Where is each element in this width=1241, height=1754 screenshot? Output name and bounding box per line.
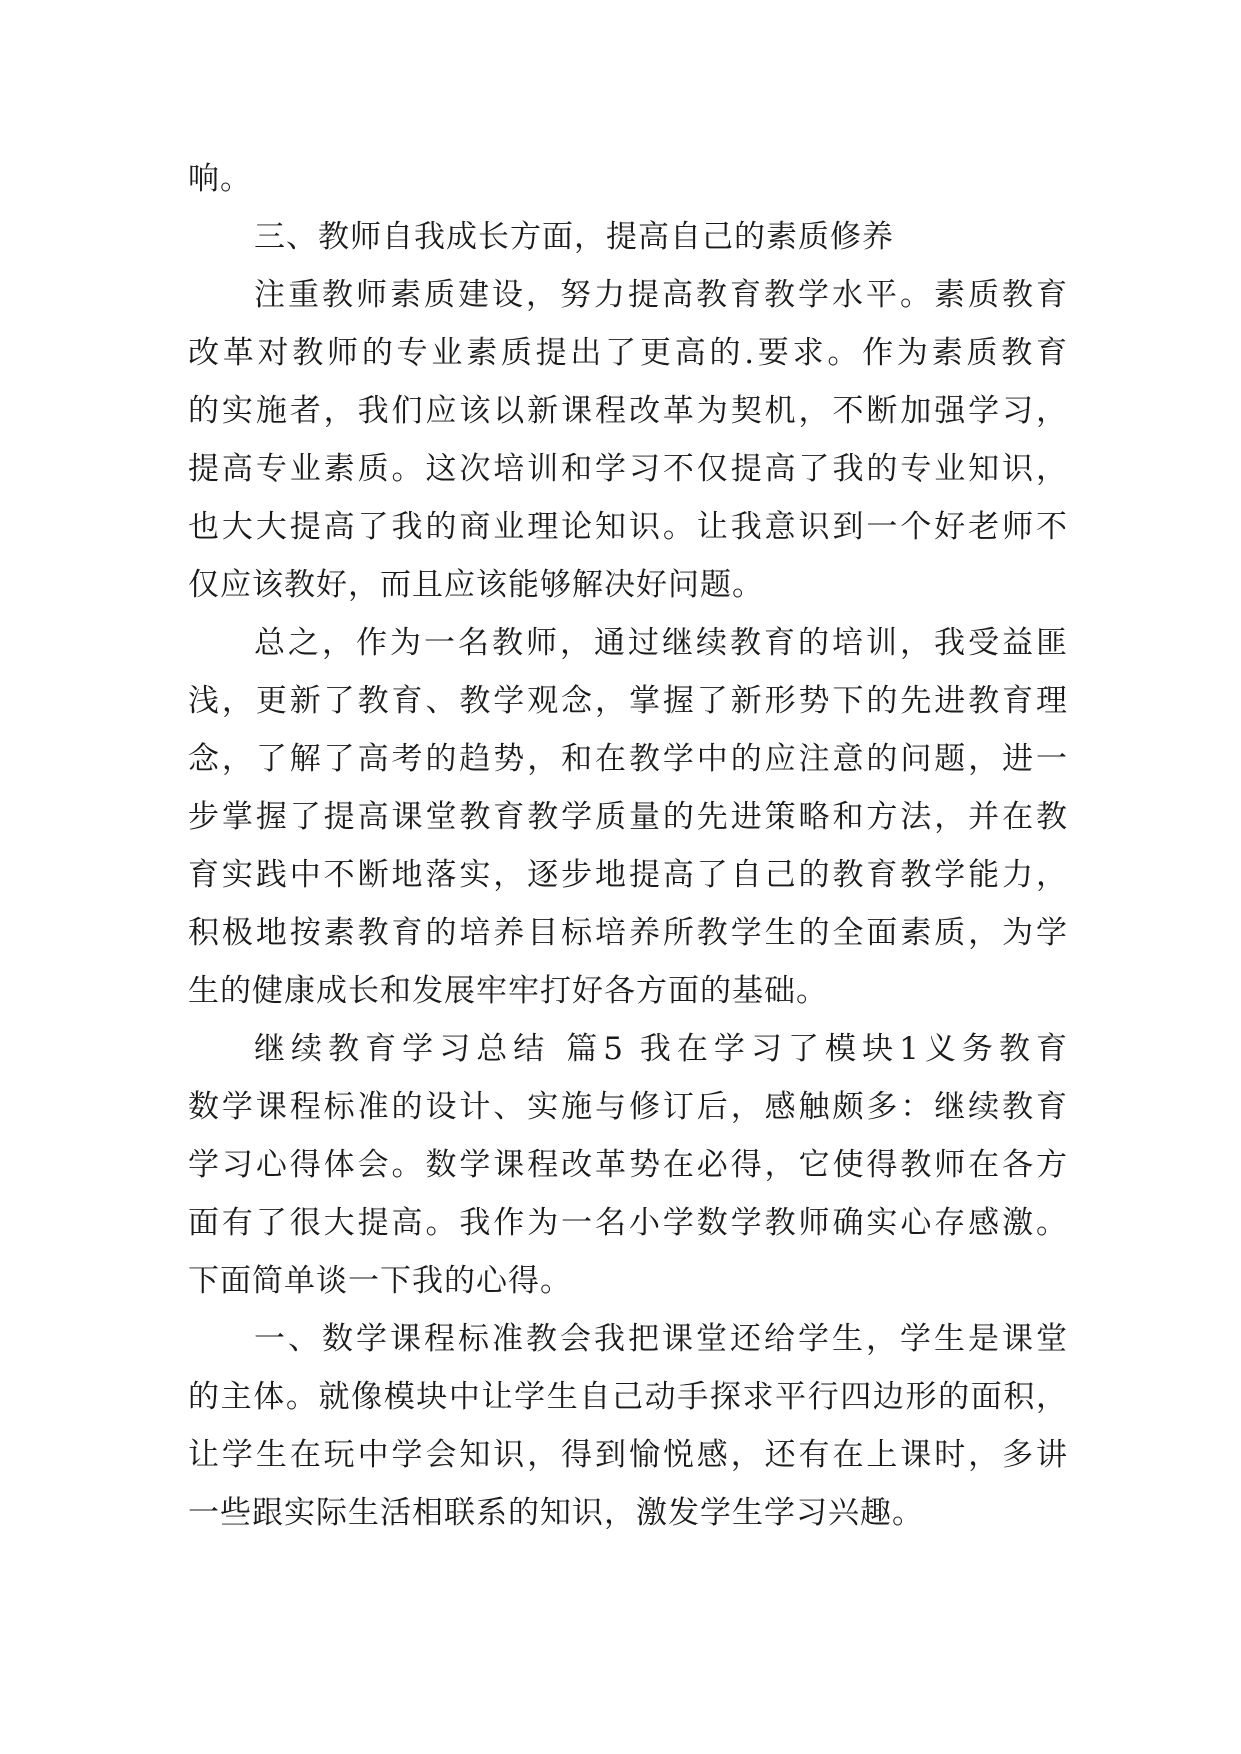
- text-line: 改革对教师的专业素质提出了更高的.要求。作为素质教育: [188, 335, 1068, 371]
- text-line: 一些跟实际生活相联系的知识，激发学生学习兴趣。: [188, 1495, 924, 1531]
- text-line: 也大大提高了我的商业理论知识。让我意识到一个好老师不: [188, 509, 1068, 545]
- text-line: 响。: [188, 161, 252, 197]
- text-line: 继续教育学习总结 篇5 我在学习了模块1义务教育: [254, 1031, 1068, 1067]
- text-line: 积极地按素教育的培养目标培养所教学生的全面素质，为学: [188, 915, 1068, 951]
- text-line: 三、教师自我成长方面，提高自己的素质修养: [254, 219, 894, 255]
- text-line: 一、数学课程标准教会我把课堂还给学生，学生是课堂: [254, 1321, 1068, 1357]
- text-line: 浅，更新了教育、教学观念，掌握了新形势下的先进教育理: [188, 683, 1068, 719]
- text-line: 下面简单谈一下我的心得。: [188, 1263, 572, 1299]
- text-line: 学习心得体会。数学课程改革势在必得，它使得教师在各方: [188, 1147, 1068, 1183]
- text-line: 注重教师素质建设，努力提高教育教学水平。素质教育: [254, 277, 1068, 313]
- text-line: 让学生在玩中学会知识，得到愉悦感，还有在上课时，多讲: [188, 1437, 1068, 1473]
- text-line: 步掌握了提高课堂教育教学质量的先进策略和方法，并在教: [188, 799, 1068, 835]
- text-line: 提高专业素质。这次培训和学习不仅提高了我的专业知识，: [188, 451, 1068, 487]
- text-line: 生的健康成长和发展牢牢打好各方面的基础。: [188, 973, 828, 1009]
- text-line: 的主体。就像模块中让学生自己动手探求平行四边形的面积，: [188, 1379, 1068, 1415]
- text-line: 总之，作为一名教师，通过继续教育的培训，我受益匪: [254, 625, 1068, 661]
- text-line: 念，了解了高考的趋势，和在教学中的应注意的问题，进一: [188, 741, 1068, 777]
- text-line: 育实践中不断地落实，逐步地提高了自己的教育教学能力，: [188, 857, 1068, 893]
- document-body: [188, 150, 1068, 1542]
- text-line: 面有了很大提高。我作为一名小学数学教师确实心存感激。: [188, 1205, 1068, 1241]
- text-line: 数学课程标准的设计、实施与修订后，感触颇多：继续教育: [188, 1089, 1068, 1125]
- text-line: 仅应该教好，而且应该能够解决好问题。: [188, 567, 764, 603]
- text-line: 的实施者，我们应该以新课程改革为契机，不断加强学习，: [188, 393, 1068, 429]
